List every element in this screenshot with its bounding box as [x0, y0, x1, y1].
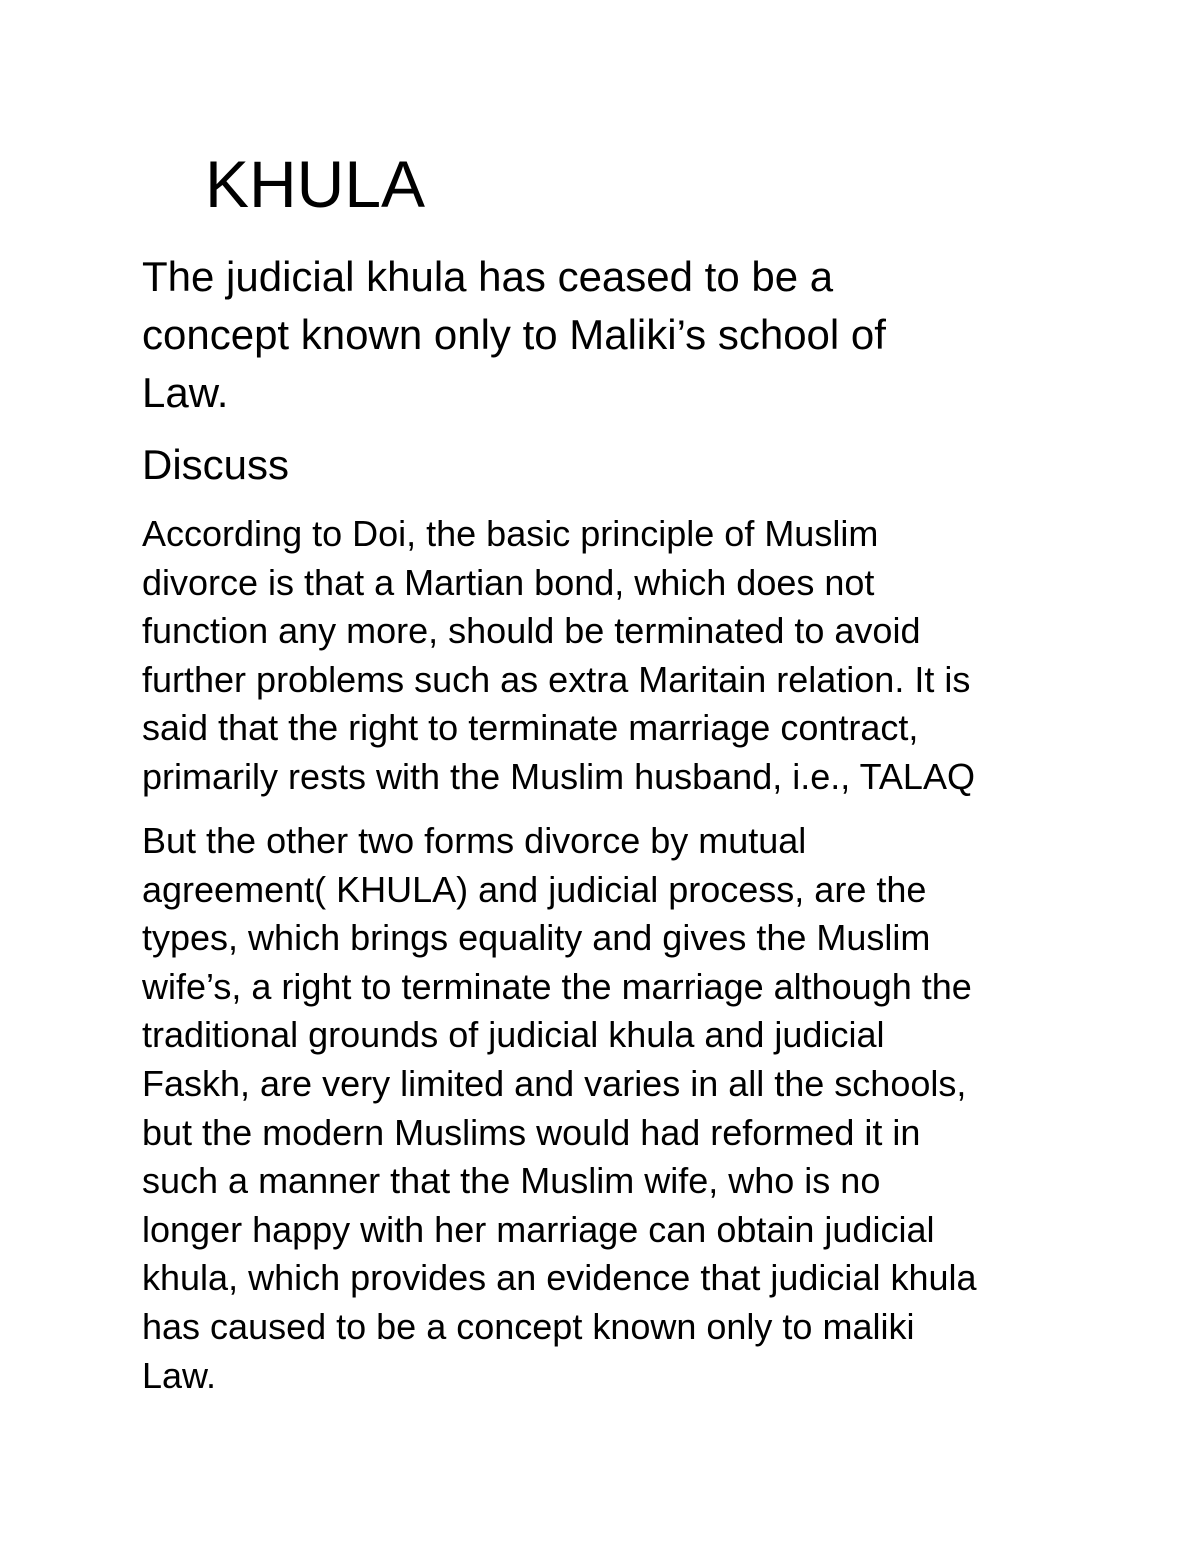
instruction-heading: Discuss — [142, 441, 290, 488]
paragraph-line: Law. — [142, 1354, 217, 1396]
paragraph-line: types, which brings equality and gives the Muslim — [142, 917, 931, 959]
paragraph-line: such a manner that the Muslim wife, who is no — [142, 1160, 881, 1202]
question-text — [142, 248, 1042, 422]
document-title: KHULA — [205, 147, 426, 221]
paragraph-line: khula, which provides an evidence that judicial khula — [142, 1257, 977, 1299]
paragraph-line: Faskh, are very limited and varies in all the schools, — [142, 1062, 967, 1104]
question-line: The judicial khula has ceased to be a — [142, 253, 834, 300]
paragraph-line: longer happy with her marriage can obtain judicial — [142, 1208, 935, 1250]
paragraph-line: agreement( KHULA) and judicial process, are the — [142, 868, 927, 910]
paragraph-line: said that the right to terminate marriage contract, — [142, 707, 919, 749]
question-line: Law. — [142, 369, 229, 416]
question-line: concept known only to Maliki’s school of — [142, 311, 886, 358]
paragraph-line: traditional grounds of judicial khula and judicial — [142, 1014, 885, 1056]
paragraph-1 — [142, 510, 1072, 802]
paragraph-line: has caused to be a concept known only to maliki — [142, 1305, 915, 1347]
paragraph-line: According to Doi, the basic principle of Muslim — [142, 513, 879, 554]
paragraph-line: further problems such as extra Maritain relation. It is — [142, 658, 971, 700]
paragraph-line: But the other two forms divorce by mutual — [142, 820, 807, 861]
paragraph-line: wife’s, a right to terminate the marriage although the — [142, 965, 972, 1007]
paragraph-line: function any more, should be terminated to avoid — [142, 610, 921, 652]
paragraph-2 — [142, 817, 1072, 1400]
paragraph-line: divorce is that a Martian bond, which does not — [142, 561, 875, 603]
paragraph-line: but the modern Muslims would had reformed it in — [142, 1111, 921, 1153]
paragraph-line: primarily rests with the Muslim husband, i.e., TALAQ — [142, 755, 975, 797]
